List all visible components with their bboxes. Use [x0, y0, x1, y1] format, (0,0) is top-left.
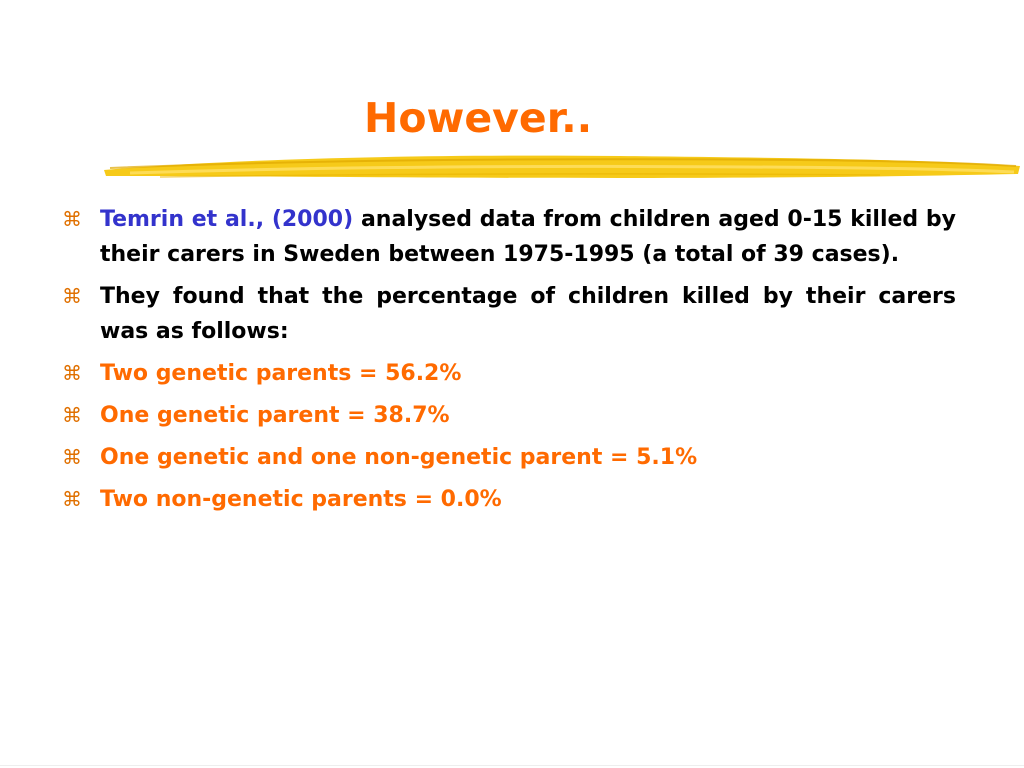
bullet-one-genetic-parent	[62, 398, 956, 433]
bullet-text: One genetic parent = 38.7%	[100, 403, 450, 428]
bullet-findings-intro	[62, 279, 956, 349]
command-key-icon: ⌘	[62, 445, 82, 469]
command-key-icon: ⌘	[62, 487, 82, 511]
slide-title: However..	[364, 94, 593, 142]
title-underline-brushstroke	[100, 146, 1024, 190]
bullet-text: Two non-genetic parents = 0.0%	[100, 487, 502, 512]
bullet-two-non-genetic-parents	[62, 482, 956, 517]
command-key-icon: ⌘	[62, 361, 82, 385]
bullet-text: analysed data from children aged 0-15 killed by their carers in Sweden between 1975-1995 (a total of 39 cases).	[100, 207, 957, 267]
bullet-text: Two genetic parents = 56.2%	[100, 361, 462, 386]
command-key-icon: ⌘	[62, 207, 82, 231]
bullet-text: They found that the percentage of children killed by their carers was as follows:	[100, 284, 956, 344]
bullet-study-summary	[62, 202, 956, 272]
slide-bottom-rule	[0, 765, 1024, 766]
bullet-mixed-parents	[62, 440, 956, 475]
command-key-icon: ⌘	[62, 403, 82, 427]
citation-link: Temrin et al., (2000)	[100, 207, 354, 232]
command-key-icon: ⌘	[62, 284, 82, 308]
bullet-list	[62, 202, 956, 524]
bullet-two-genetic-parents	[62, 356, 956, 391]
bullet-text: One genetic and one non-genetic parent = 5.1%	[100, 445, 698, 470]
